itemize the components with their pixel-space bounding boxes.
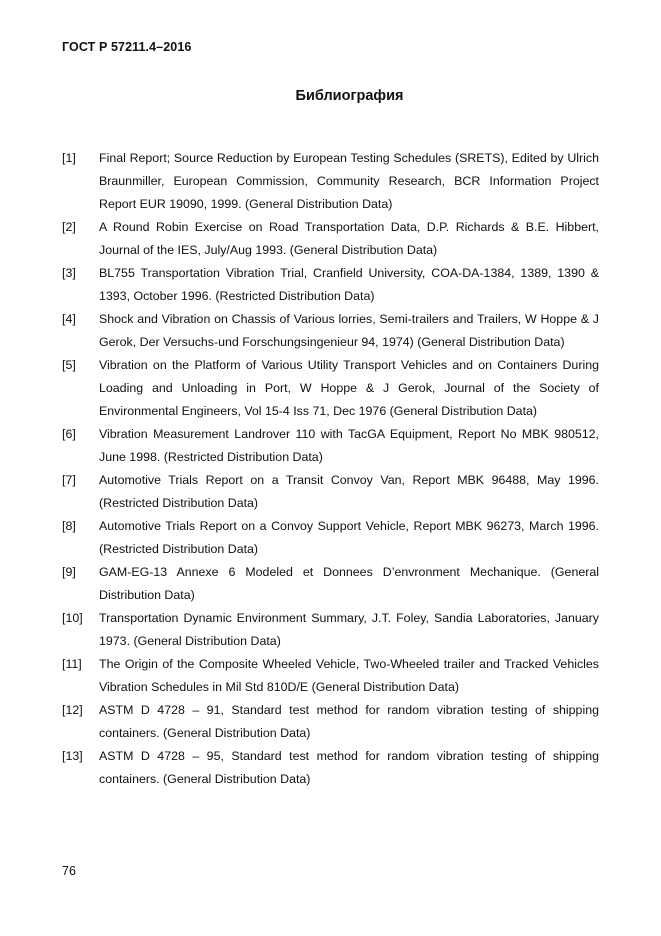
- reference-item: [62, 561, 599, 607]
- reference-text: ASTM D 4728 – 95, Standard test method for random vibration testing of shipping containers. (General Distribution Data): [99, 749, 599, 786]
- reference-text: Transportation Dynamic Environment Summary, J.T. Foley, Sandia Laboratories, January 1973. (General Distribution Data): [99, 611, 599, 648]
- reference-number: [6]: [62, 427, 76, 441]
- reference-text: BL755 Transportation Vibration Trial, Cranfield University, COA-DA-1384, 1389, 1390 & 1393, October 1996. (Restricted Distribution Data): [99, 266, 599, 303]
- reference-text: GAM-EG-13 Annexe 6 Modeled et Donnees D’envronment Mechanique. (General Distribution Data): [99, 565, 599, 602]
- reference-number: [5]: [62, 358, 76, 372]
- reference-text: Shock and Vibration on Chassis of Various lorries, Semi-trailers and Trailers, W Hoppe & J Gerok, Der Versuchs-und Forschungsingenieur 94, 1974) (General Distribution Data): [99, 312, 599, 349]
- reference-number: [4]: [62, 312, 76, 326]
- reference-text: ASTM D 4728 – 91, Standard test method for random vibration testing of shipping containers. (General Distribution Data): [99, 703, 599, 740]
- reference-number: [1]: [62, 151, 76, 165]
- reference-item: [62, 147, 599, 216]
- reference-item: [62, 423, 599, 469]
- reference-number: [11]: [62, 657, 82, 671]
- reference-number: [8]: [62, 519, 76, 533]
- reference-item: [62, 469, 599, 515]
- reference-number: [13]: [62, 749, 83, 763]
- reference-number: [3]: [62, 266, 76, 280]
- reference-item: [62, 308, 599, 354]
- reference-number: [2]: [62, 220, 76, 234]
- reference-number: [12]: [62, 703, 83, 717]
- reference-text: Automotive Trials Report on a Transit Convoy Van, Report MBK 96488, May 1996. (Restricted Distribution Data): [99, 473, 599, 510]
- reference-item: [62, 745, 599, 791]
- reference-number: [7]: [62, 473, 76, 487]
- reference-text: The Origin of the Composite Wheeled Vehicle, Two-Wheeled trailer and Tracked Vehicles Vibration Schedules in Mil Std 810D/E (General Distribution Data): [99, 657, 599, 694]
- reference-item: [62, 653, 599, 699]
- reference-text: Vibration Measurement Landrover 110 with TacGA Equipment, Report No MBK 980512, June 1998. (Restricted Distribution Data): [99, 427, 599, 464]
- page-title: Библиография: [295, 88, 404, 104]
- standard-designation: ГОСТ Р 57211.4–2016: [62, 40, 192, 54]
- bibliography-list: [62, 147, 599, 791]
- reference-item: [62, 354, 599, 423]
- reference-item: [62, 515, 599, 561]
- reference-text: A Round Robin Exercise on Road Transportation Data, D.P. Richards & B.E. Hibbert, Journal of the IES, July/Aug 1993. (General Distribution Data): [99, 220, 599, 257]
- page-number: 76: [62, 864, 76, 878]
- reference-text: Final Report; Source Reduction by European Testing Schedules (SRETS), Edited by Ulrich Braunmiller, European Commission, Community Research, BCR Information Project Report EUR 19090, 1999. (General Distribution Data): [99, 151, 599, 211]
- reference-number: [9]: [62, 565, 76, 579]
- reference-item: [62, 699, 599, 745]
- reference-text: Automotive Trials Report on a Convoy Support Vehicle, Report MBK 96273, March 1996. (Restricted Distribution Data): [99, 519, 599, 556]
- reference-item: [62, 216, 599, 262]
- reference-item: [62, 262, 599, 308]
- reference-item: [62, 607, 599, 653]
- reference-number: [10]: [62, 611, 83, 625]
- reference-text: Vibration on the Platform of Various Utility Transport Vehicles and on Containers During Loading and Unloading in Port, W Hoppe & J Gerok, Journal of the Society of Environmental Engineers, Vol 15-4 Iss 71, Dec 1976 (General Distribution Data): [99, 358, 599, 418]
